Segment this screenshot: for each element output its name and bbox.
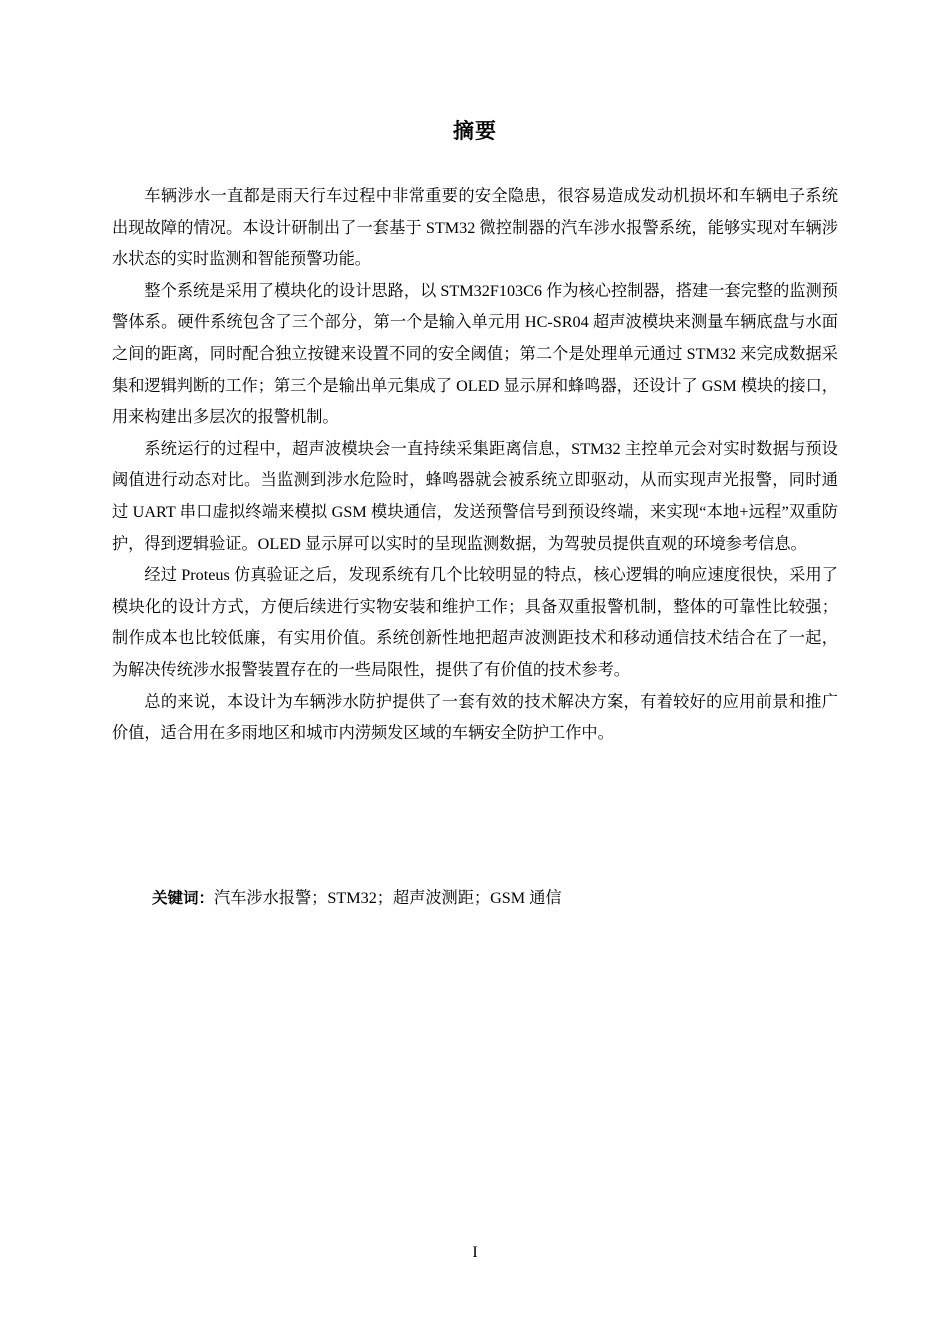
page-number: I xyxy=(472,1244,478,1261)
abstract-paragraph-2: 整个系统是采用了模块化的设计思路，以 STM32F103C6 作为核心控制器，搭建一套完整的监测预警体系。硬件系统包含了三个部分，第一个是输入单元用 HC-SR04 超声波模块来测量车辆底盘与水面之间的距离，同时配合独立按键来设置不同的安全阈值；第二个是处理单元通过 STM32 来完成数据采集和逻辑判断的工作；第三个是输出单元集成了 OLED 显示屏和蜂鸣器，还设计了 GSM 模块的接口，用来构建出多层次的报警机制。 xyxy=(112,281,838,427)
abstract-paragraph-5: 总的来说，本设计为车辆涉水防护提供了一套有效的技术解决方案，有着较好的应用前景和推广价值，适合用在多雨地区和城市内涝频发区域的车辆安全防护工作中。 xyxy=(112,692,838,743)
keywords-line xyxy=(152,883,562,915)
abstract-paragraph-1: 车辆涉水一直都是雨天行车过程中非常重要的安全隐患，很容易造成发动机损坏和车辆电子系统出现故障的情况。本设计研制出了一套基于 STM32 微控制器的汽车涉水报警系统，能够实现对车辆涉水状态的实时监测和智能预警功能。 xyxy=(112,187,838,269)
abstract-paragraph-4: 经过 Proteus 仿真验证之后，发现系统有几个比较明显的特点，核心逻辑的响应速度很快，采用了模块化的设计方式，方便后续进行实物安装和维护工作；具备双重报警机制，整体的可靠性比较强；制作成本也比较低廉，有实用价值。系统创新性地把超声波测距技术和移动通信技术结合在了一起，为解决传统涉水报警装置存在的一些局限性，提供了有价值的技术参考。 xyxy=(112,566,838,679)
page-title: 摘要 xyxy=(453,119,497,143)
abstract-body xyxy=(112,181,838,750)
keywords-label: 关键词： xyxy=(152,889,215,907)
keywords-text: 汽车涉水报警；STM32；超声波测距；GSM 通信 xyxy=(214,889,562,907)
abstract-paragraph-3: 系统运行的过程中，超声波模块会一直持续采集距离信息，STM32 主控单元会对实时数据与预设阈值进行动态对比。当监测到涉水危险时，蜂鸣器就会被系统立即驱动，从而实现声光报警，同时通过 UART 串口虚拟终端来模拟 GSM 模块通信，发送预警信号到预设终端，来实现“本地+远程”双重防护，得到逻辑验证。OLED 显示屏可以实时的呈现监测数据，为驾驶员提供直观的环境参考信息。 xyxy=(112,439,838,553)
